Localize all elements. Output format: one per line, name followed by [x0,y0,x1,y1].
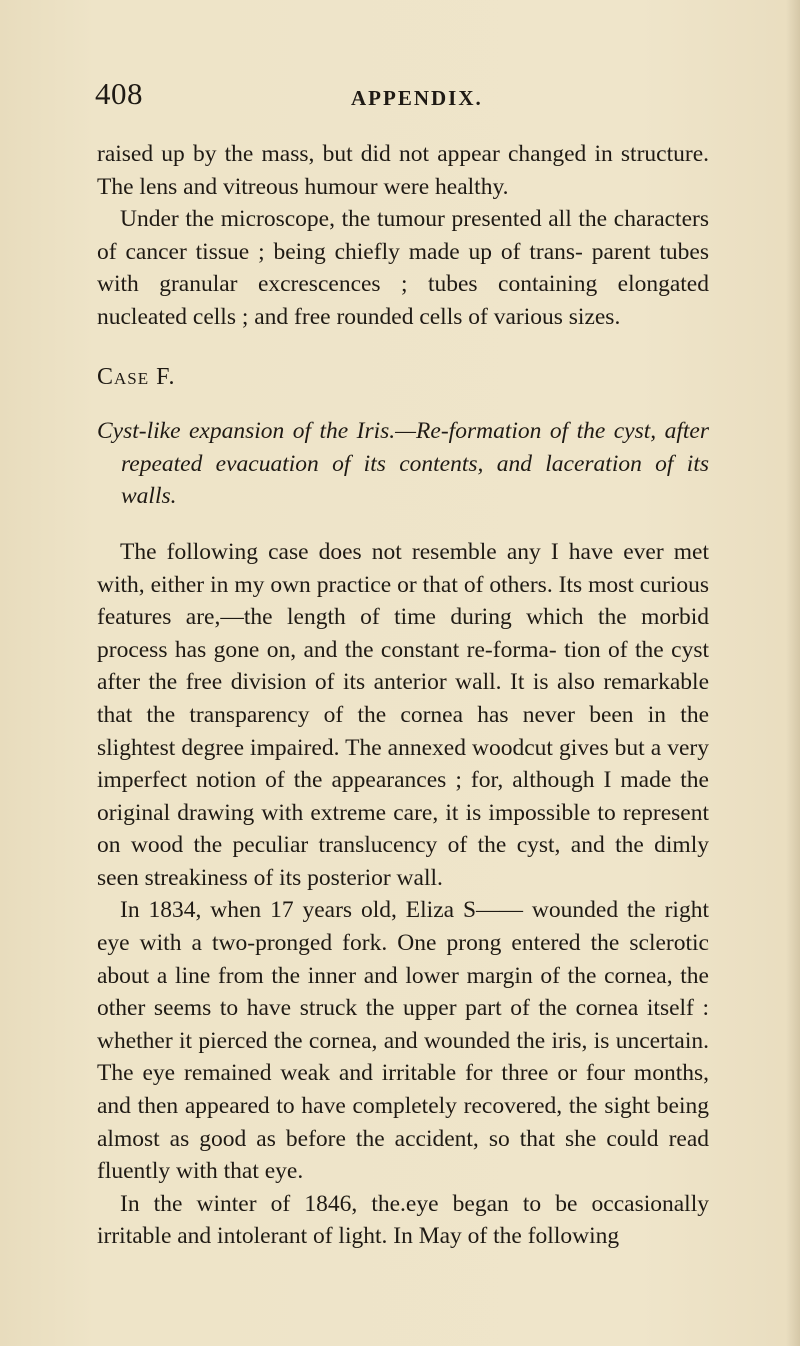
case-heading: Case F. [97,363,176,390]
paragraph-winter-1846: In the winter of 1846, the.eye began to be occasionally irritable and intolerant of light. In May of the following [97,1190,709,1250]
case-subtitle: Cyst-like expansion of the Iris.—Re-formation of the cyst, after repeated evacuation of its contents, and laceration of its walls. [97,418,709,510]
page-header [95,74,710,114]
paragraph-case-history: In 1834, when 17 years old, Eliza S—— wounded the right eye with a two-pronged fork. One prong entered the sclerotic about a line from the inner and lower margin of the cornea, the other seems to have struck the upper part of the cornea itself : whether it pierced the cornea, and wounded the iris, is uncertain. The eye remained weak and irritable for three or four months, and then appeared to have completely recovered, the sight being almost as good as before the accident, so that she could read fluently with that eye. [97,897,709,1185]
paragraph-case-intro: The following case does not resemble any I have ever met with, either in my own practice or that of others. Its most curious features are,—the length of time during which the morbid process has gone on, and the constant re-forma- tion of the cyst after the free division of its anterior wall. It is also remarkable that the transparency of the cornea has never been in the slightest degree impaired. The annexed woodcut gives but a very imperfect notion of the appearances ; for, although I made the original drawing with extreme care, it is impossible to represent on wood the peculiar translucency of the cyst, and the dimly seen streakiness of its posterior wall. [97,538,709,891]
body-text [97,138,709,1253]
paragraph-microscope: Under the microscope, the tumour presented all the characters of cancer tissue ; being chiefly made up of trans- parent tubes with granular excrescences ; tubes containing elongated nucleated cells ; and free rounded cells of various sizes. [97,206,709,330]
page-edge-shadow [786,0,800,1346]
page-number: 408 [95,76,143,111]
paragraph-continuation: raised up by the mass, but did not appear changed in structure. The lens and vitreous humour were healthy. [97,141,709,200]
running-head: APPENDIX. [351,86,483,110]
